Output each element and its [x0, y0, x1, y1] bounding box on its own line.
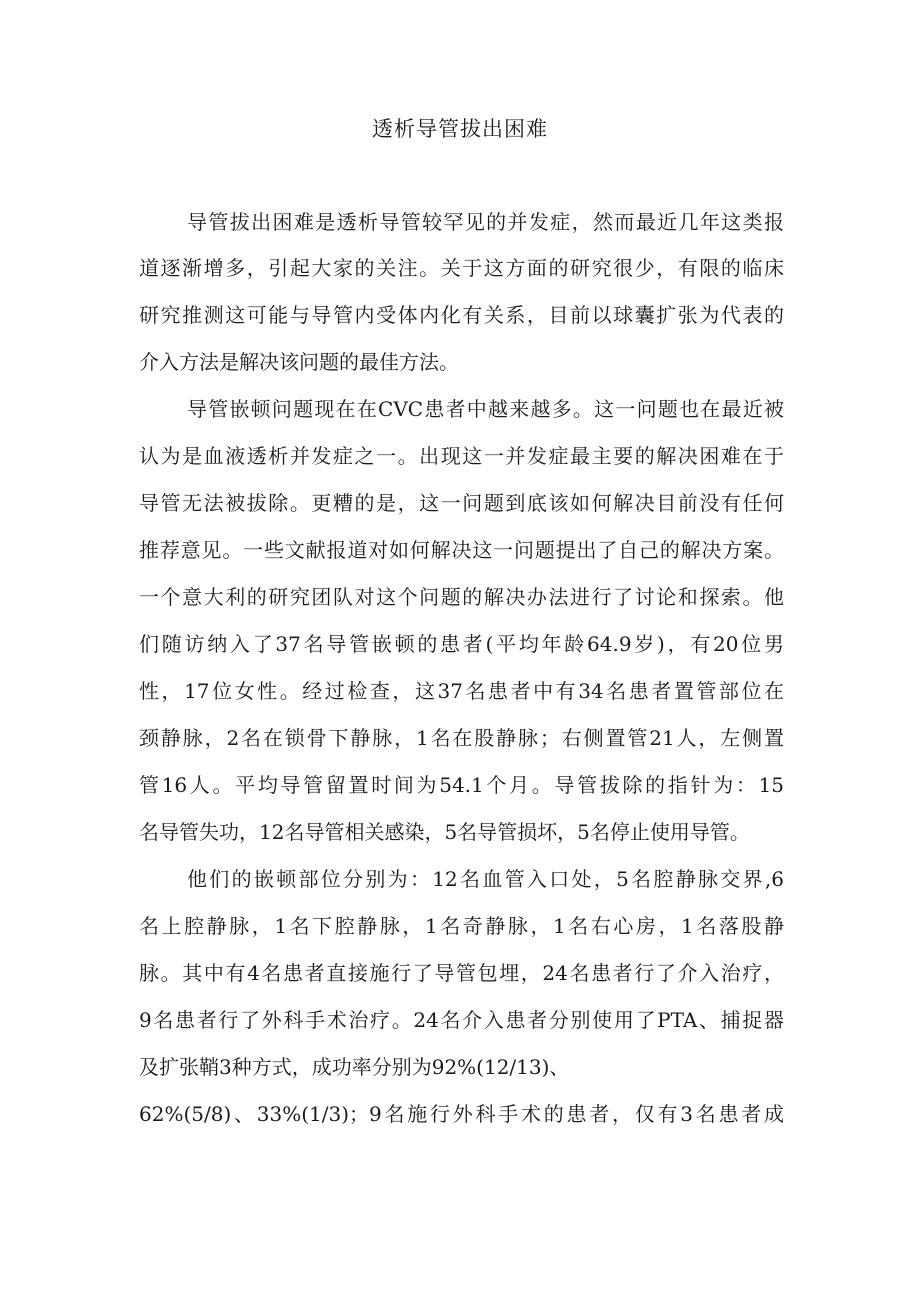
paragraph-1-line-3: 研究推测这可能与导管内受体内化有关系，目前以球囊扩张为代表的	[139, 303, 784, 327]
paragraph-2-line-1: 导管嵌顿问题现在在CVC患者中越来越多。这一问题也在最近被	[187, 397, 784, 421]
paragraph-2-line-7: 性，17位女性。经过检查，这37名患者中有34名患者置管部位在	[139, 679, 784, 703]
paragraph-3-line-2: 名上腔静脉，1名下腔静脉，1名奇静脉，1名右心房，1名落股静	[139, 914, 784, 938]
document-title: 透析导管拔出困难	[372, 117, 548, 141]
paragraph-3-line-4: 9名患者行了外科手术治疗。24名介入患者分别使用了PTA、捕捉器	[139, 1008, 784, 1032]
paragraph-3-line-3: 脉。其中有4名患者直接施行了导管包埋，24名患者行了介入治疗，	[139, 961, 784, 985]
paragraph-1-line-1: 导管拔出困难是透析导管较罕见的并发症，然而最近几年这类报	[187, 210, 784, 234]
paragraph-2-line-6: 们随访纳入了37名导管嵌顿的患者(平均年龄64.9岁)，有20位男	[139, 632, 784, 656]
paragraph-2-line-3: 导管无法被拔除。更糟的是，这一问题到底该如何解决目前没有任何	[139, 491, 784, 515]
paragraph-3-line-1: 他们的嵌顿部位分别为：12名血管入口处，5名腔静脉交界,6	[187, 867, 784, 891]
paragraph-2-line-10: 名导管失功，12名导管相关感染，5名导管损坏，5名停止使用导管。	[139, 820, 750, 844]
paragraph-3-line-5: 及扩张鞘3种方式，成功率分别为92%(12/13)、	[139, 1055, 570, 1079]
paragraph-2-line-9: 管16人。平均导管留置时间为54.1个月。导管拔除的指针为：15	[139, 773, 784, 797]
paragraph-2-line-8: 颈静脉，2名在锁骨下静脉，1名在股静脉；右侧置管21人，左侧置	[139, 726, 784, 750]
paragraph-1-line-4: 介入方法是解决该问题的最佳方法。	[139, 350, 459, 374]
paragraph-1-line-2: 道逐渐增多，引起大家的关注。关于这方面的研究很少，有限的临床	[139, 256, 784, 280]
paragraph-2-line-2: 认为是血液透析并发症之一。出现这一并发症最主要的解决困难在于	[139, 444, 784, 468]
paragraph-3-line-6: 62%(5/8)、33%(1/3)；9名施行外科手术的患者，仅有3名患者成	[139, 1102, 784, 1126]
paragraph-2-line-4: 推荐意见。一些文献报道对如何解决这一问题提出了自己的解决方案。	[139, 538, 784, 562]
paragraph-2-line-5: 一个意大利的研究团队对这个问题的解决办法进行了讨论和探索。他	[139, 585, 784, 609]
